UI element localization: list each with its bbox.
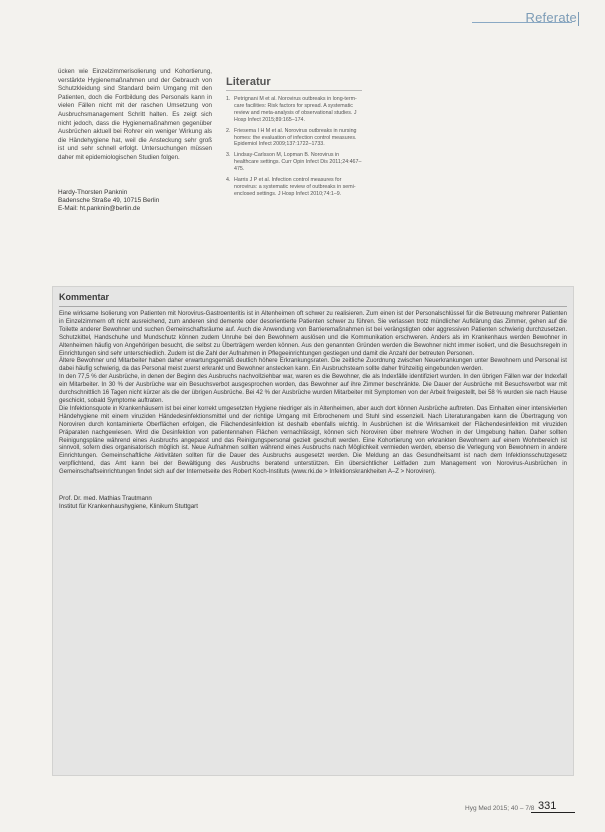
- reference-number: 4.: [226, 177, 231, 184]
- reference-item: [226, 152, 362, 173]
- page-number: 331: [538, 800, 557, 812]
- reference-item: [226, 128, 362, 149]
- comment-paragraph: In den 77,5 % der Ausbrüche, in denen der Beginn des Ausbruchs nachvollziehbar war, waren es die Bewohner, die als Indexfälle identifiziert wurden. In den übrigen Fällen war der Indexfall ein Mitarbeiter. In 30 % der Ausbrüche war ein Besuchsverbot ausgesprochen worden, das Bewohner auf ihre Zimmer beschränkte. Die Dauer der Ausbrüche mit Besuchsverbot war mit durchschnittlich 16 Tagen nicht kürzer als die der übrigen Ausbrüche. Bei 42 % der Ausbrüche wurden Mitarbeiter mit Symptomen von der Arbeit freigestellt, bei 58 % wurden sie nach Hause geschickt, sobald Symptome auftraten.: [59, 374, 567, 404]
- comment-paragraph: Ältere Bewohner und Mitarbeiter haben daher erwartungsgemäß deutlich höhere Erkrankungsraten. Die zeitliche Zuordnung zwischen Neuerkrankungen unter Bewohnern und Personal ist dabei häufig schwierig, da das Personal meist zuerst erkrankt und Bewohner anstecken kann. Ein Ausbruchsteam sollte daher frühzeitig eingebunden werden.: [59, 358, 567, 373]
- comment-signature: [59, 495, 567, 511]
- author-block: [58, 189, 212, 214]
- comment-title: Kommentar: [59, 292, 110, 302]
- reference-item: [226, 96, 362, 124]
- footer-rule: [531, 812, 575, 813]
- reference-text: Harris J P et al. Infection control measures for norovirus: a systematic review of outbreaks in semi-enclosed settings. J Hosp Infect 2010;74:1–9.: [234, 177, 356, 197]
- comment-paragraph: Die Infektionsquote in Krankenhäusern ist bei einer korrekt umgesetzten Hygiene niedriger als in Altenheimen, aber auch dort können Ausbrüche auftreten. Das Einhalten einer intensivierten Händehygiene mit einem viruziden Händedesinfektionsmittel und der richtige Umgang mit Erbrochenem und Stuhl sind essenziell. Nach Literaturangaben kann die Übertragung von Noroviren durch kontaminierte Oberflächen erfolgen, die Flächendesinfektion ist deshalb ebenfalls wichtig. In Ausbrüchen ist die Wirksamkeit der Flächendesinfektion mit viruziden Präparaten nachgewiesen. Wird die Desinfektion von patientennahen Flächen vernachlässigt, können sich Noroviren über mehrere Wochen in der Umgebung halten. Daher sollten Reinigungspläne während eines Ausbruchs angepasst und das Reinigungspersonal gezielt geschult werden. Eine Kohortierung von erkrankten Bewohnern auf einem Wohnbereich ist sinnvoll, sofern dies organisatorisch möglich ist. Neue Aufnahmen sollten während eines Ausbruchs nach Möglichkeit vermieden werden, ebenso die Verlegung von Bewohnern in andere Einrichtungen. Gemeinschaftliche Aktivitäten sollten für die Dauer des Ausbruchs ausgesetzt werden. Die Meldung an das Gesundheitsamt ist nach dem Infektionsschutzgesetz verpflichtend, das Amt kann bei der Bewältigung des Ausbruchs beratend unterstützen. Ein übersichtlicher Leitfaden zum Management von Norovirus-Ausbrüchen in Gemeinschaftseinrichtungen findet sich auf der Internetseite des Robert Koch-Instituts (www.rki.de > Infektionskrankheiten A–Z > Noroviren).: [59, 405, 567, 476]
- left-column: [58, 68, 212, 214]
- comment-body: [59, 311, 567, 477]
- comment-paragraph: Eine wirksame Isolierung von Patienten mit Norovirus-Gastroenteritis ist in Altenheimen oft schwer zu realisieren. Zum einen ist der Personalschlüssel für die Betreuung mehrerer Patienten in Einzelzimmern oft nicht ausreichend, zum anderen sind demente oder desorientierte Patienten schwer zu führen. Sie verlassen trotz mündlicher Aufklärung das Zimmer, gehen auf die Toilette anderer Bewohner und suchen Gemeinschaftsräume auf. Auch die Anwendung von Barrieremaßnahmen ist bei verängstigten oder aggressiven Patienten schwierig durchzusetzen. Schutzkittel, Handschuhe und Mundschutz können zudem Unruhe bei den Bewohnern auslösen und die Kommunikation erschweren. Anders als im Krankenhaus werden Bewohner in Altenheimen häufig von Angehörigen besucht, die selbst zu Überträgern werden können. Aus den genannten Gründen werden die Bewohner nicht immer isoliert, und die Besuchsregeln in Einrichtungen sind sehr unterschiedlich. Zudem ist die Zahl der Aufnahmen in Pflegeeinrichtungen gestiegen und damit die Anzahl der betreuten Personen.: [59, 311, 567, 357]
- section-title: Referate: [525, 10, 577, 25]
- reference-item: [226, 177, 362, 198]
- literature-rule: [226, 90, 362, 91]
- reference-text: Petrignani M et al. Norovirus outbreaks in long-term-care facilities: Risk factors for spread. A systematic review and meta-analysis of observational studies. J Hosp Infect 2015;89:165–174.: [234, 96, 357, 123]
- literature-title: Literatur: [226, 76, 271, 88]
- reference-number: 2.: [226, 127, 231, 134]
- header-bar: [578, 12, 579, 26]
- author-email: E-Mail: ht.panknin@berlin.de: [58, 205, 141, 213]
- signature-name: Prof. Dr. med. Mathias Trautmann: [59, 495, 152, 503]
- literature-section: [226, 76, 362, 202]
- journal-citation: Hyg Med 2015; 40 – 7/8: [465, 805, 535, 812]
- comment-box: [52, 286, 574, 776]
- reference-text: Friesema I H M et al. Norovirus outbreaks in nursing homes: the evaluation of infection control measures. Epidemiol Infect 2009;137:1722–1733.: [234, 127, 357, 148]
- reference-text: Lindsay-Carlsson M, Lopman B. Norovirus in healthcare settings. Curr Opin Infect Dis 2011;24:467–475.: [234, 152, 362, 173]
- left-column-text: ücken wie Einzelzimmerisolierung und Kohortierung, verstärkte Hygienemaßnahmen und der Gebrauch von Schutzkleidung sind Standard beim Umgang mit den Patienten, doch die Fortbildung des Personals kann in vielen Fällen nicht mit der raschen Umsetzung von Ausbruchsmanagement Schritt halten. Es zeigt sich nicht jedoch, dass die Hygienemaßnahmen gegenüber Ausbrüchen aktuell bei Rohrer ein weniger Wirkung als die Händehygiene hat, weil die Ansteckung sehr groß ist und sehr schnell erfolgt. Untersuchungen müssen daher mit epidemiologischen Studien folgen.: [58, 68, 212, 161]
- signature-institution: Institut für Krankenhaushygiene, Klinikum Stuttgart: [59, 503, 198, 511]
- reference-number: 1.: [226, 96, 231, 102]
- reference-list: [226, 96, 362, 198]
- author-address: Badensche Straße 49, 10715 Berlin: [58, 196, 160, 204]
- author-name: Hardy-Thorsten Panknin: [58, 188, 128, 196]
- comment-rule: [59, 306, 567, 307]
- reference-number: 3.: [226, 152, 231, 159]
